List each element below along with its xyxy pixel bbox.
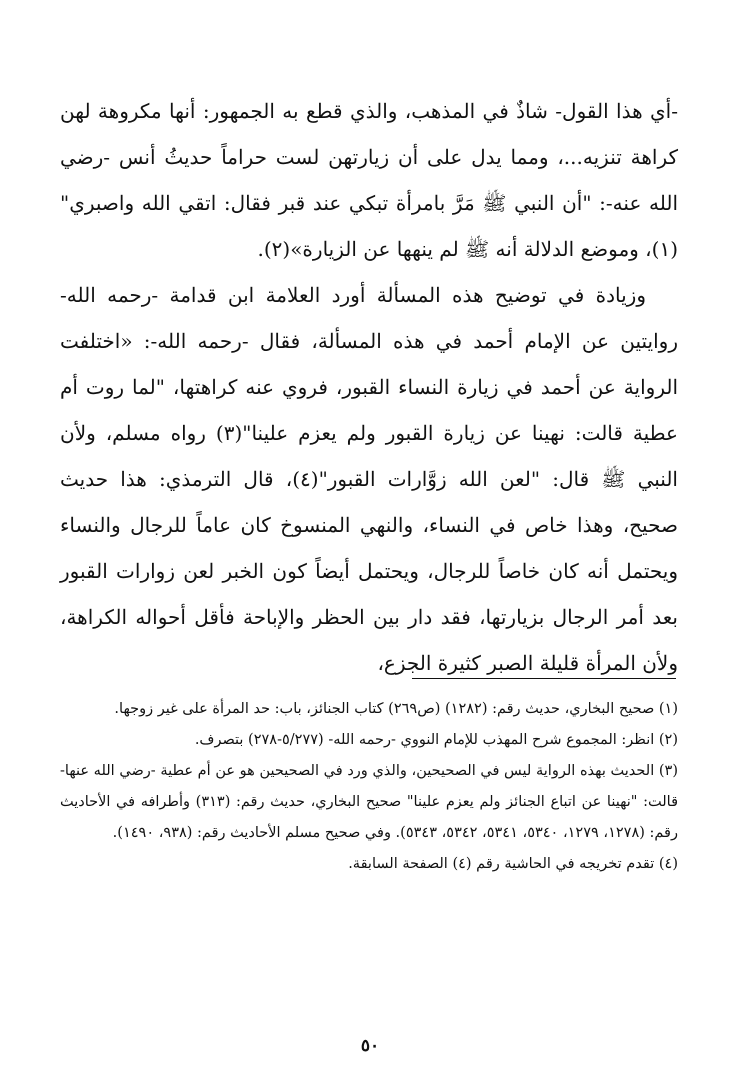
- footnote-4: (٤) تقدم تخريجه في الحاشية رقم (٤) الصفحة السابقة.: [348, 856, 678, 872]
- page-number: ٥٠: [360, 1036, 380, 1056]
- footnote-1: (١) صحيح البخاري، حديث رقم: (١٢٨٢) (ص٢٦٩) كتاب الجنائز، باب: حد المرأة على غير زوجها.: [114, 701, 678, 717]
- footnote-3: (٣) الحديث بهذه الرواية ليس في الصحيحين، والذي ورد في الصحيحين هو عن أم عطية -رضي الله عنها- قالت: "نهينا عن اتباع الجنائز ولم يعزم علينا" صحيح البخاري، حديث رقم: (٣١٣) وأطرافه في الأحاديث رقم: (١٢٧٨، ١٢٧٩، ٥٣٤٠، ٥٣٤١، ٥٣٤٢، ٥٣٤٣). وفي صحيح مسلم الأحاديث رقم: (٩٣٨، ١٤٩٠).: [60, 763, 679, 841]
- footnote-2: (٢) انظر: المجموع شرح المهذب للإمام النووي -رحمه الله- (٥/٢٧٧-٢٧٨) بتصرف.: [194, 732, 678, 748]
- footnotes: [60, 694, 678, 880]
- paragraph-1: -أي هذا القول- شاذٌ في المذهب، والذي قطع به الجمهور: أنها مكروهة لهن كراهة تنزيه...، ومما يدل على أن زيارتهن لست حراماً حديثُ أنس -رضي الله عنه-: "أن النبي ﷺ مَرَّ بامرأة تبكي عند قبر فقال: اتقي الله واصبري"(١)، وموضع الدلالة أنه ﷺ لم ينهها عن الزيارة»(٢).: [60, 99, 678, 261]
- footnote-separator: [412, 678, 676, 679]
- main-text: [60, 88, 678, 686]
- paragraph-2: وزيادة في توضيح هذه المسألة أورد العلامة ابن قدامة -رحمه الله- روايتين عن الإمام أحمد في هذه المسألة، فقال -رحمه الله-: «اختلفت الرواية عن أحمد في زيارة النساء القبور، فروي عنه كراهتها، "لما روت أم عطية قالت: نهينا عن زيارة القبور ولم يعزم علينا"(٣) رواه مسلم، ولأن النبي ﷺ قال: "لعن الله زوَّارات القبور"(٤)، قال الترمذي: هذا حديث صحيح، وهذا خاص في النساء، والنهي المنسوخ كان عاماً للرجال والنساء ويحتمل أنه كان خاصاً للرجال، ويحتمل أيضاً كون الخبر لعن زوارات القبور بعد أمر الرجال بزيارتها، فقد دار بين الحظر والإباحة فأقل أحواله الكراهة، ولأن المرأة قليلة الصبر كثيرة الجزع،: [60, 283, 678, 675]
